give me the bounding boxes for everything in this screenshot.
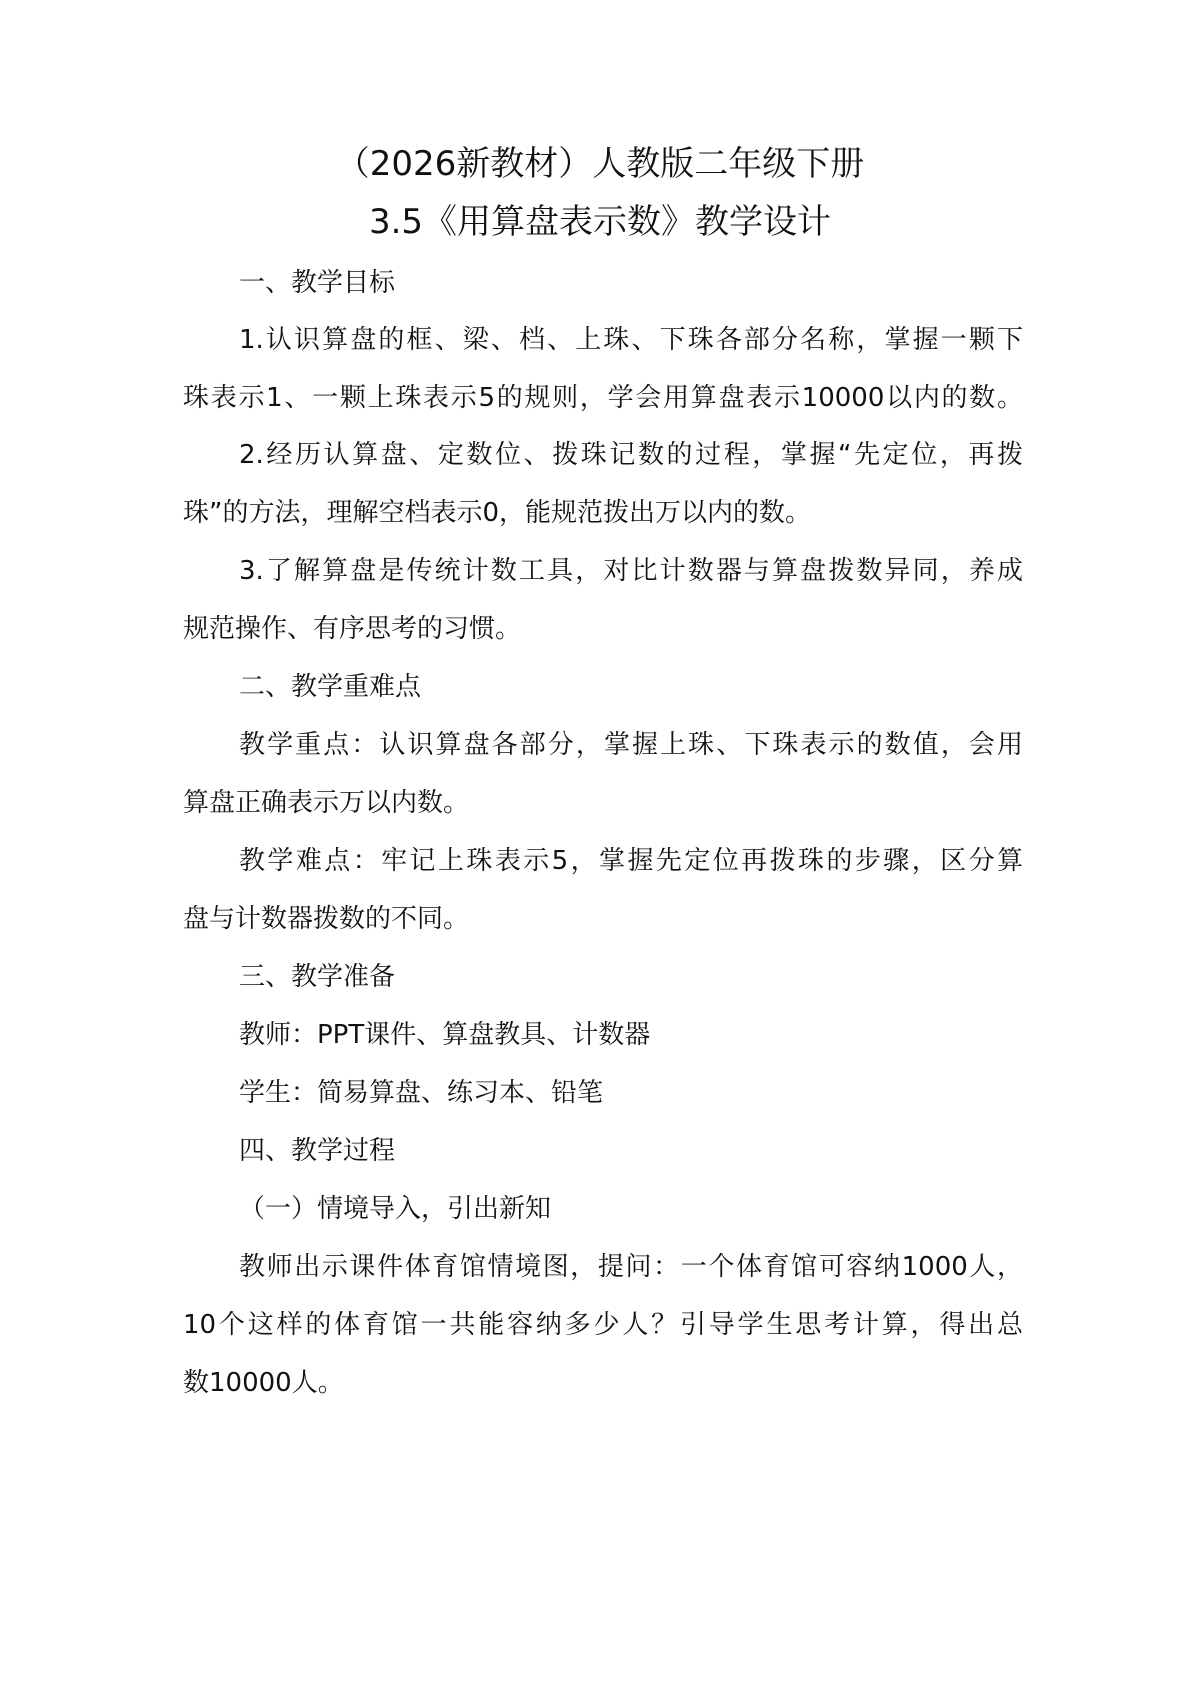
difficulty-line-1: 教学难点：牢记上珠表示5，掌握先定位再拨珠的步骤，区分算 (239, 846, 1023, 876)
process-paragraph-line-1: 教师出示课件体育馆情境图，提问：一个体育馆可容纳1000人， (239, 1252, 1023, 1282)
document-title-line-2: 3.5《用算盘表示数》教学设计 (368, 202, 832, 242)
preparation-teacher: 教师：PPT课件、算盘教具、计数器 (239, 1020, 651, 1050)
process-paragraph-line-2: 10个这样的体育馆一共能容纳多少人？引导学生思考计算，得出总 (183, 1310, 1023, 1340)
key-point-line-1: 教学重点：认识算盘各部分，掌握上珠、下珠表示的数值，会用 (239, 730, 1023, 760)
objective-1-line-2: 珠表示1、一颗上珠表示5的规则，学会用算盘表示10000以内的数。 (183, 383, 1023, 413)
section-heading-objectives: 一、教学目标 (239, 268, 396, 298)
document-title-line-1: （2026新教材）人教版二年级下册 (335, 144, 865, 184)
process-subheading-1: （一）情境导入，引出新知 (239, 1194, 552, 1224)
section-heading-key-points: 二、教学重难点 (239, 672, 422, 702)
objective-2-line-2: 珠”的方法，理解空档表示0，能规范拨出万以内的数。 (183, 498, 812, 528)
section-heading-preparation: 三、教学准备 (239, 962, 396, 992)
process-paragraph-line-3: 数10000人。 (183, 1368, 344, 1398)
key-point-line-2: 算盘正确表示万以内数。 (183, 788, 470, 818)
section-heading-process: 四、教学过程 (239, 1136, 396, 1166)
objective-3-line-1: 3.了解算盘是传统计数工具，对比计数器与算盘拨数异同，养成 (239, 556, 1023, 586)
objective-3-line-2: 规范操作、有序思考的习惯。 (183, 614, 522, 644)
objective-2-line-1: 2.经历认算盘、定数位、拨珠记数的过程，掌握“先定位，再拨 (239, 440, 1023, 470)
preparation-student: 学生：简易算盘、练习本、铅笔 (239, 1078, 604, 1108)
difficulty-line-2: 盘与计数器拨数的不同。 (183, 904, 470, 934)
objective-1-line-1: 1.认识算盘的框、梁、档、上珠、下珠各部分名称，掌握一颗下 (239, 325, 1023, 355)
